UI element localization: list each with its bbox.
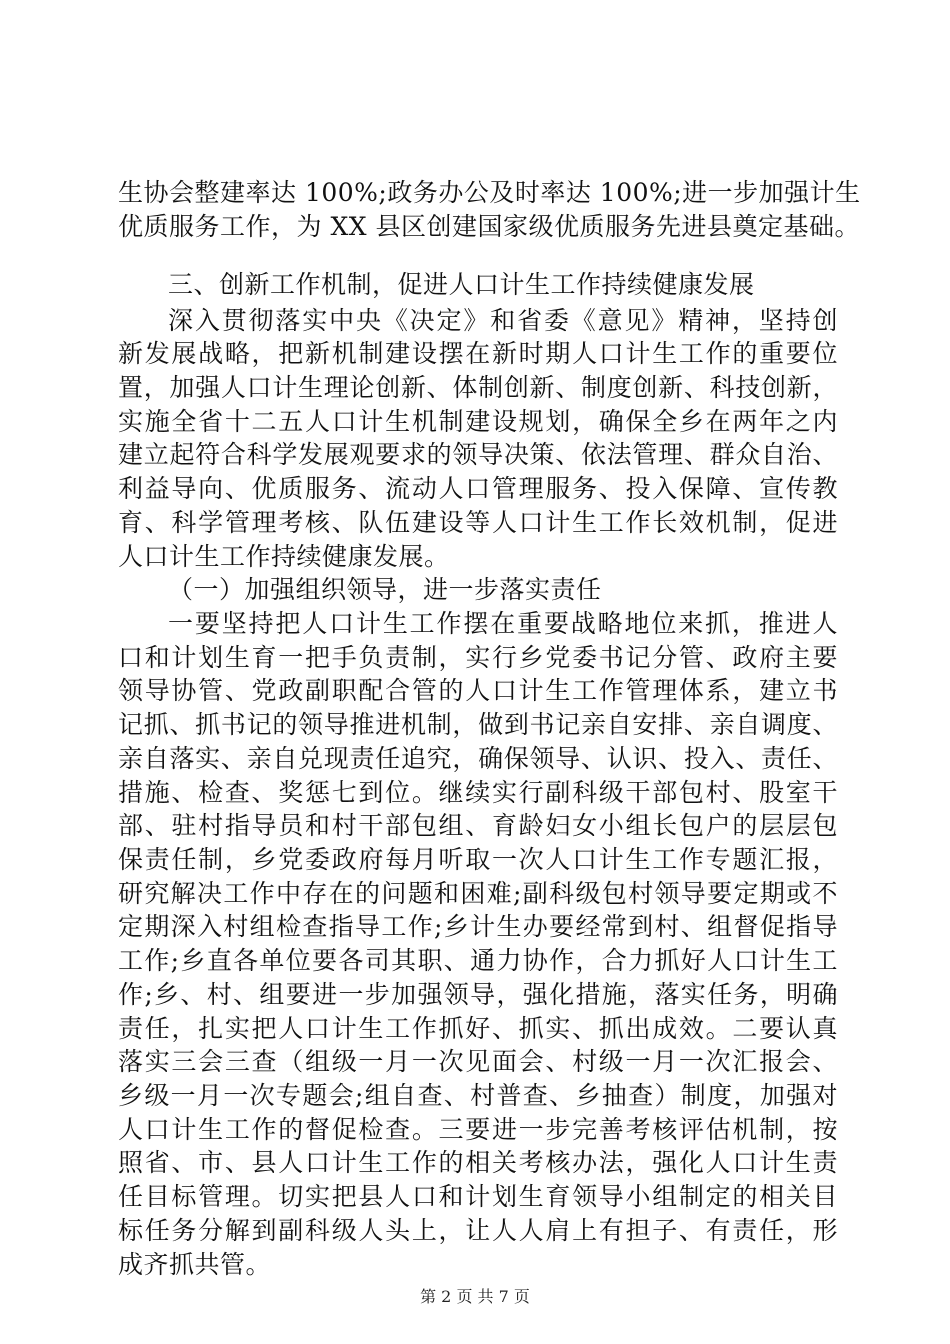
text-line: 置，加强人口计生理论创新、体制创新、制度创新、科技创新， xyxy=(118,373,838,402)
text-line: 责任，扎实把人口计生工作抓好、抓实、抓出成效。二要认真 xyxy=(118,1014,838,1043)
text-line: 优质服务工作，为 XX 县区创建国家级优质服务先进县奠定基础。 xyxy=(118,212,860,241)
text-line: 建立起符合科学发展观要求的领导决策、依法管理、群众自治、 xyxy=(118,440,838,469)
text-line: 生协会整建率达 100%;政务办公及时率达 100%;进一步加强计生 xyxy=(118,178,861,207)
text-line: 定期深入村组检查指导工作;乡计生办要经常到村、组督促指导 xyxy=(118,912,838,941)
text-line: 作;乡、村、组要进一步加强领导，强化措施，落实任务，明确 xyxy=(118,980,838,1009)
text-line: 乡级一月一次专题会;组自查、村普查、乡抽查）制度，加强对 xyxy=(118,1081,838,1110)
text-line: 标任务分解到副科级人头上，让人人肩上有担子、有责任，形 xyxy=(118,1216,838,1245)
paragraph-first-line: 一要坚持把人口计生工作摆在重要战略地位来抓，推进人 xyxy=(168,609,838,638)
text-line: 领导协管、党政副职配合管的人口计生工作管理体系，建立书 xyxy=(118,676,838,705)
text-line: 部、驻村指导员和村干部包组、育龄妇女小组长包户的层层包 xyxy=(118,811,838,840)
page-footer: 第 2 页 共 7 页 xyxy=(420,1287,530,1306)
text-line: 记抓、抓书记的领导推进机制，做到书记亲自安排、亲自调度、 xyxy=(118,710,838,739)
paragraph-first-line: 深入贯彻落实中央《决定》和省委《意见》精神，坚持创 xyxy=(168,306,838,335)
subsection-heading: （一）加强组织领导，进一步落实责任 xyxy=(168,575,602,604)
text-line: 育、科学管理考核、队伍建设等人口计生工作长效机制，促进 xyxy=(118,508,838,537)
text-line: 落实三会三查（组级一月一次见面会、村级一月一次汇报会、 xyxy=(118,1047,838,1076)
text-line: 任目标管理。切实把县人口和计划生育领导小组制定的相关目 xyxy=(118,1182,838,1211)
text-line: 实施全省十二五人口计生机制建设规划，确保全乡在两年之内 xyxy=(118,407,838,436)
text-line: 措施、检查、奖惩七到位。继续实行副科级干部包村、股室干 xyxy=(118,778,838,807)
text-line: 利益导向、优质服务、流动人口管理服务、投入保障、宣传教 xyxy=(118,474,838,503)
text-line: 成齐抓共管。 xyxy=(118,1250,272,1279)
text-line: 亲自落实、亲自兑现责任追究，确保领导、认识、投入、责任、 xyxy=(118,744,838,773)
text-line: 人口计生工作的督促检查。三要进一步完善考核评估机制，按 xyxy=(118,1115,838,1144)
section-heading: 三、创新工作机制，促进人口计生工作持续健康发展 xyxy=(168,270,755,299)
text-line: 工作;乡直各单位要各司其职、通力协作，合力抓好人口计生工 xyxy=(118,946,838,975)
text-line: 新发展战略，把新机制建设摆在新时期人口计生工作的重要位 xyxy=(118,339,838,368)
text-line: 人口计生工作持续健康发展。 xyxy=(118,542,450,571)
text-line: 口和计划生育一把手负责制，实行乡党委书记分管、政府主要 xyxy=(118,643,838,672)
text-line: 照省、市、县人口计生工作的相关考核办法，强化人口计生责 xyxy=(118,1148,838,1177)
text-line: 研究解决工作中存在的问题和困难;副科级包村领导要定期或不 xyxy=(118,879,838,908)
text-line: 保责任制，乡党委政府每月听取一次人口计生工作专题汇报， xyxy=(118,845,838,874)
